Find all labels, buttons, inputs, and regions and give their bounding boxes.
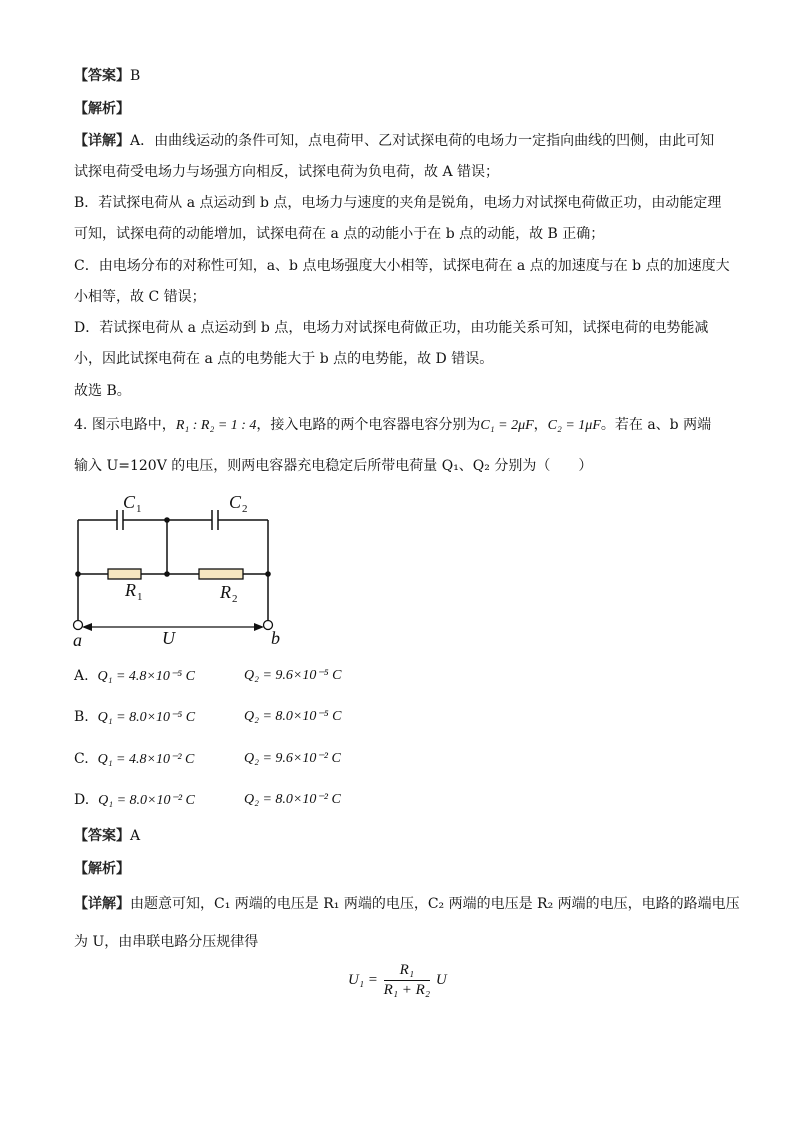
label-c1-subscript: 1 (136, 503, 142, 515)
option-letter: C. (74, 751, 89, 767)
formula-rhs: U (435, 971, 447, 988)
resistor-r1 (108, 569, 141, 579)
option-letter: B. (74, 709, 89, 725)
label-r2-subscript: 2 (232, 593, 238, 605)
option-d (74, 790, 341, 811)
prev-detail-line-2: 试探电荷受电场力与场强方向相反，试探电荷为负电荷，故 A 错误； (74, 164, 500, 180)
label-c2-subscript: 2 (242, 503, 248, 515)
answer-tag: 【答案】 (74, 68, 130, 84)
label-a: a (73, 630, 82, 650)
option-q1: Q₁ = 4.8×10⁻² C (97, 752, 195, 767)
option-c (74, 749, 341, 770)
label-u: U (162, 628, 175, 648)
answer-tag: 【答案】 (74, 828, 130, 844)
question-number: 4. (74, 417, 88, 433)
answer-line (74, 826, 140, 846)
terminal-a (74, 621, 83, 630)
label-c1: C (123, 492, 136, 512)
label-b: b (271, 628, 280, 648)
capacitance-c2: C₂ = 1μF (547, 418, 601, 433)
option-q2: Q₂ = 9.6×10⁻⁵ C (244, 668, 342, 683)
label-r1-subscript: 1 (137, 591, 143, 603)
label-r1: R (125, 580, 136, 600)
option-a (74, 666, 342, 687)
detail-tag: 【详解】 (74, 896, 130, 912)
option-q2: Q₂ = 9.6×10⁻² C (244, 751, 341, 766)
resistor-r2 (199, 569, 243, 579)
prev-detail-line-3: B．若试探电荷从 a 点运动到 b 点，电场力与速度的夹角是锐角，电场力对试探电荷做正功，由动能定理 (74, 195, 722, 211)
analysis-tag: 【解析】 (74, 101, 130, 117)
capacitance-c1: C₁ = 2μF (480, 418, 534, 433)
label-c2: C (229, 492, 242, 512)
prev-detail-line-1 (74, 131, 714, 151)
detail-line-2: 为 U，由串联电路分压规律得 (74, 934, 259, 950)
option-letter: D. (74, 792, 90, 808)
formula-lhs: U₁ = (348, 971, 378, 988)
prev-conclusion: 故选 B。 (74, 383, 131, 399)
option-q1: Q₁ = 8.0×10⁻⁵ C (97, 710, 196, 725)
option-q1: Q₁ = 8.0×10⁻² C (98, 793, 195, 808)
detail-text: A．由曲线运动的条件可知，点电荷甲、乙对试探电荷的电场力一定指向曲线的凹侧，由此可知 (130, 133, 715, 149)
formula-denominator: R₁ + R₂ (383, 982, 431, 998)
option-q2: Q₂ = 8.0×10⁻² C (244, 792, 341, 807)
answer-value: A (130, 828, 141, 844)
prev-detail-line-8: 小，因此试探电荷在 a 点的电势能大于 b 点的电势能，故 D 错误。 (74, 351, 494, 367)
question-line-1 (74, 415, 711, 436)
label-r2: R (220, 582, 231, 602)
circuit-diagram (66, 488, 296, 650)
prev-detail-line-4: 可知，试探电荷的动能增加，试探电荷在 a 点的动能小于在 b 点的动能，故 B 正确； (74, 226, 605, 242)
prev-detail-line-6: 小相等，故 C 错误； (74, 289, 206, 305)
option-b (74, 707, 342, 728)
question-line-2: 输入 U=120V 的电压，则两电容器充电稳定后所带电荷量 Q₁、Q₂ 分别为（ ） (74, 458, 593, 474)
detail-line-1 (74, 894, 740, 914)
detail-tag: 【详解】 (74, 133, 130, 149)
option-letter: A. (74, 668, 89, 684)
detail-text: 由题意可知，C₁ 两端的电压是 R₁ 两端的电压，C₂ 两端的电压是 R₂ 两端的电压，电路的路端电压 (130, 896, 740, 912)
prev-detail-line-7: D．若试探电荷从 a 点运动到 b 点，电场力对试探电荷做正功，由功能关系可知，试探电荷的电势能减 (74, 320, 709, 336)
question-text: 图示电路中， (91, 417, 176, 433)
question-text: ， (533, 417, 548, 433)
prev-answer-line (74, 66, 140, 86)
resistance-ratio: R₁ : R₂ = 1 : 4 (175, 418, 257, 433)
analysis-tag: 【解析】 (74, 861, 130, 877)
formula-numerator: R₁ (384, 962, 430, 981)
prev-analysis-heading (74, 99, 130, 119)
option-q1: Q₁ = 4.8×10⁻⁵ C (97, 669, 195, 684)
prev-detail-line-5: C．由电场分布的对称性可知，a、b 点电场强度大小相等，试探电荷在 a 点的加速度与在 b 点的加速度大 (74, 258, 730, 274)
option-q2: Q₂ = 8.0×10⁻⁵ C (244, 709, 342, 724)
formula-fraction (384, 962, 430, 999)
analysis-heading (74, 859, 130, 879)
question-text: ，接入电路的两个电容器电容分别为 (256, 417, 481, 433)
question-text: 。若在 a、b 两端 (600, 417, 712, 433)
voltage-divider-formula (348, 962, 447, 999)
answer-value: B (130, 68, 141, 84)
